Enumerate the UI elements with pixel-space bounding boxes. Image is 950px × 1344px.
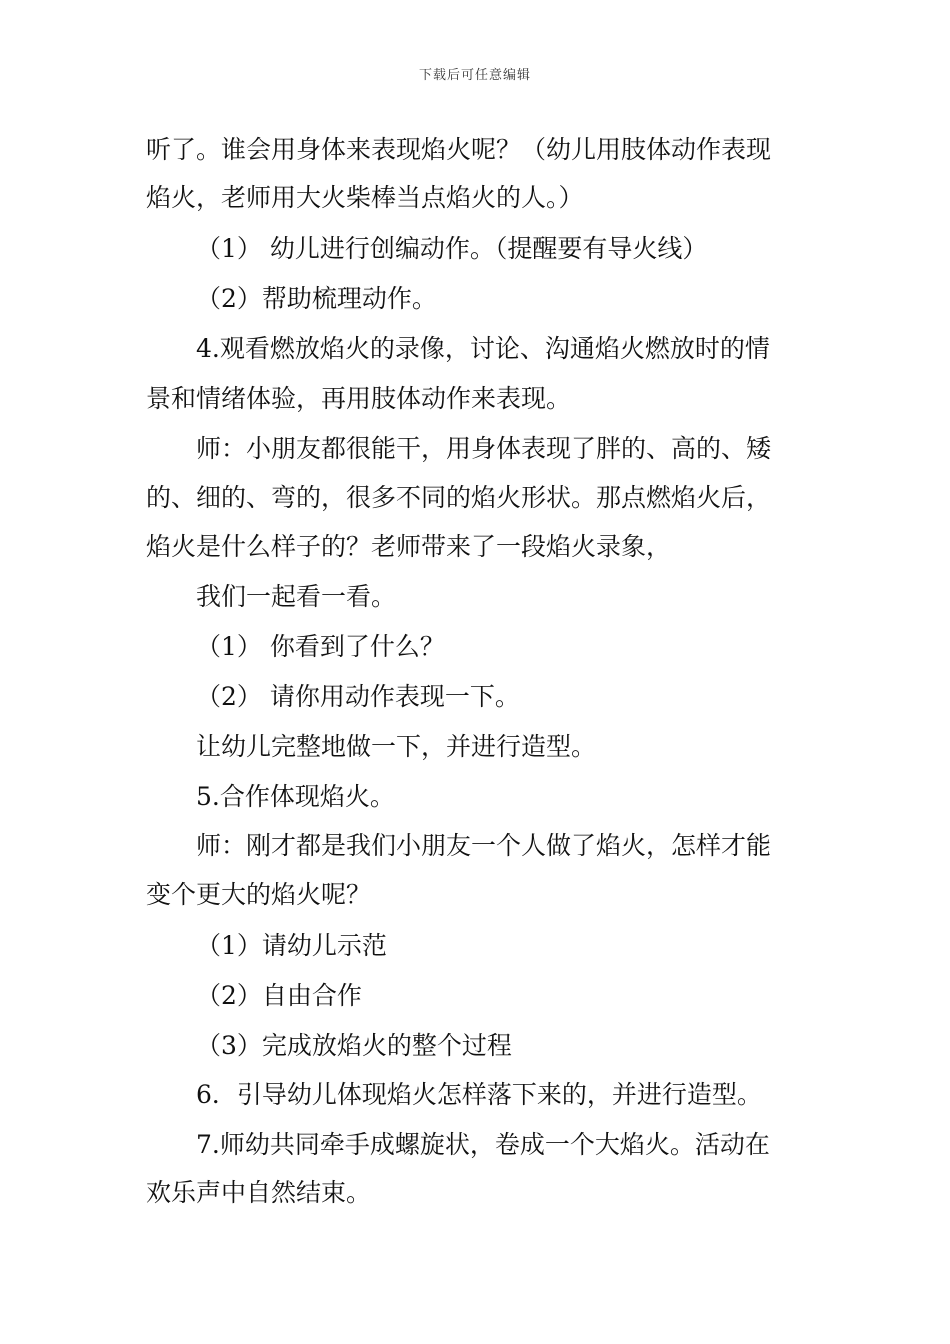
body-line-17: （1）请幼儿示范 [196, 931, 387, 960]
body-line-19: （3）完成放焰火的整个过程 [196, 1031, 512, 1060]
body-line-14: 5.合作体现焰火。 [196, 782, 395, 811]
body-line-2: 焰火，老师用大火柴棒当点焰火的人。） [146, 183, 584, 212]
body-line-22: 欢乐声中自然结束。 [146, 1178, 372, 1207]
body-line-7: 师：小朋友都很能干，用身体表现了胖的、高的、矮 [196, 434, 772, 463]
body-line-9: 焰火是什么样子的？老师带来了一段焰火录象， [146, 532, 672, 561]
body-line-13: 让幼儿完整地做一下，并进行造型。 [196, 732, 597, 761]
body-line-12: （2） 请你用动作表现一下。 [196, 682, 520, 711]
body-line-20: 6．引导幼儿体现焰火怎样落下来的，并进行造型。 [196, 1080, 762, 1109]
body-line-21: 7.师幼共同牵手成螺旋状，卷成一个大焰火。活动在 [196, 1130, 770, 1159]
body-line-6: 景和情绪体验，再用肢体动作来表现。 [146, 384, 572, 413]
body-line-5: 4.观看燃放焰火的录像，讨论、沟通焰火燃放时的情 [196, 334, 770, 363]
body-line-11: （1） 你看到了什么？ [196, 632, 445, 661]
body-line-3: （1） 幼儿进行创编动作。（提醒要有导火线） [196, 234, 708, 263]
body-line-18: （2）自由合作 [196, 981, 362, 1010]
body-line-1: 听了。谁会用身体来表现焰火呢？（幼儿用肢体动作表现 [146, 135, 772, 164]
body-line-8: 的、细的、弯的，很多不同的焰火形状。那点燃焰火后， [146, 483, 772, 512]
body-line-16: 变个更大的焰火呢？ [146, 880, 372, 909]
page-header: 下载后可任意编辑 [418, 68, 531, 83]
body-line-10: 我们一起看一看。 [196, 582, 397, 611]
body-line-4: （2）帮助梳理动作。 [196, 284, 437, 313]
body-line-15: 师：刚才都是我们小朋友一个人做了焰火，怎样才能 [196, 831, 772, 860]
